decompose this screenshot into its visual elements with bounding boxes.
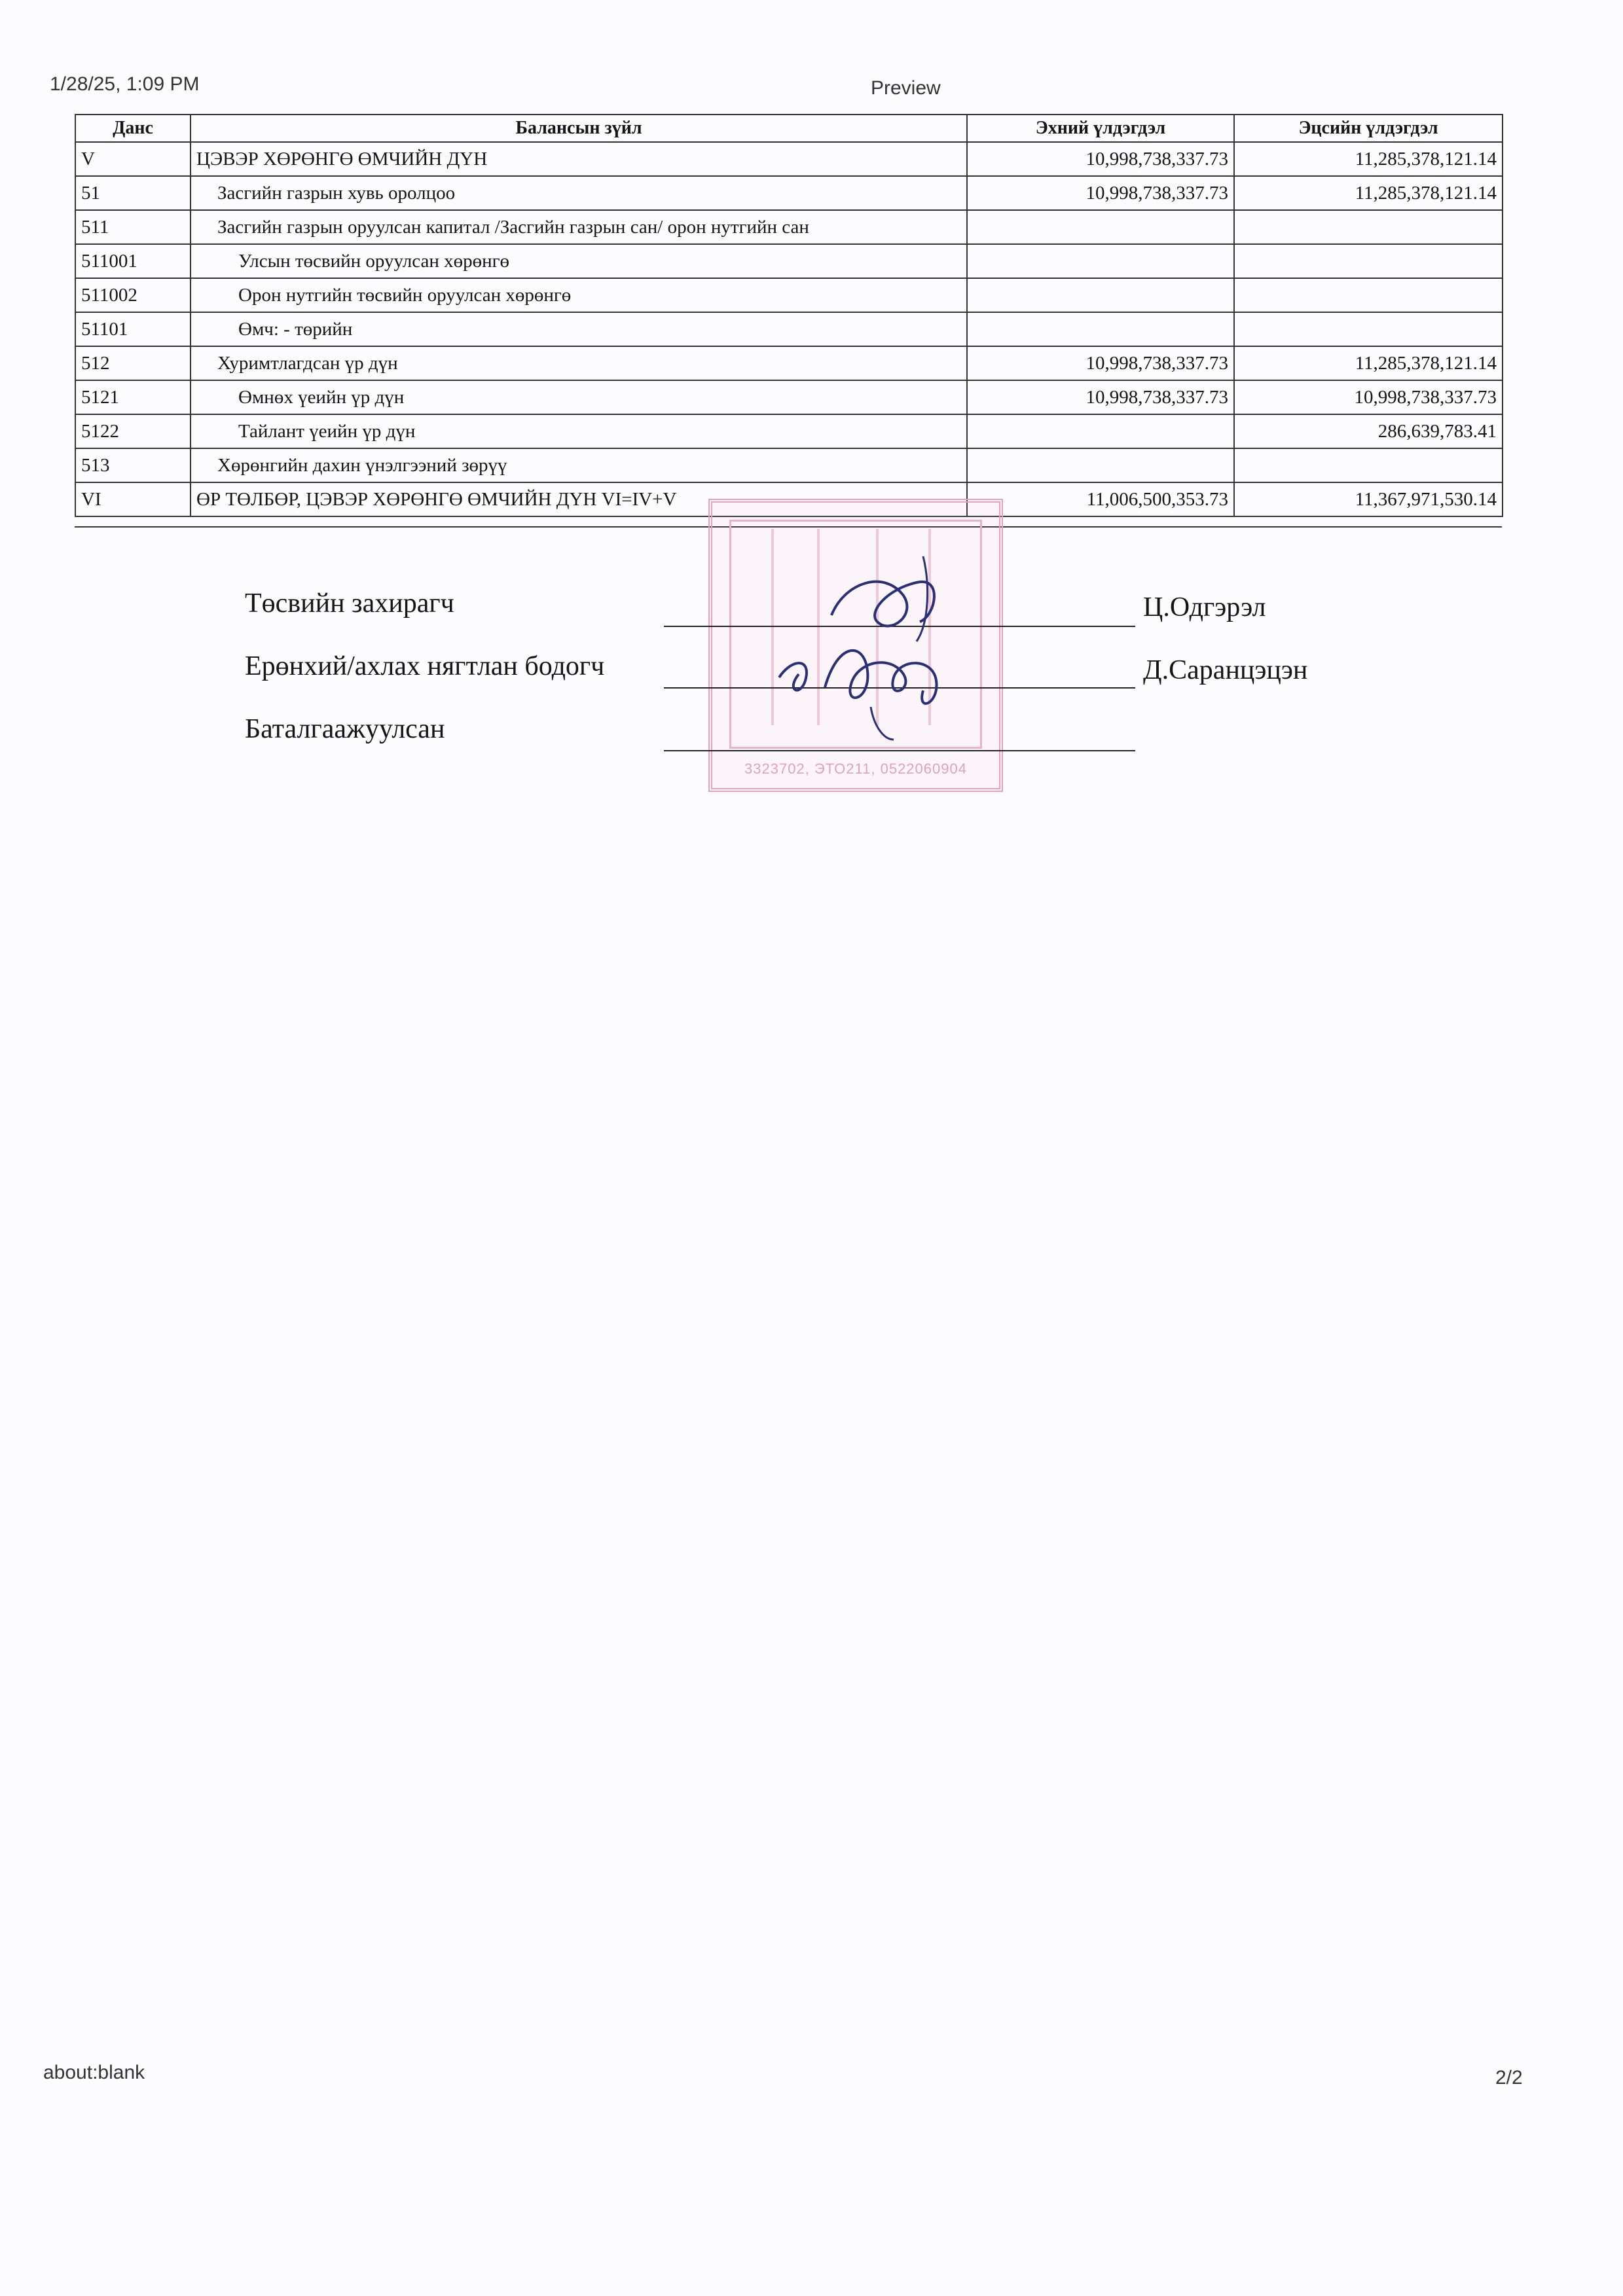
opening-value bbox=[967, 414, 1234, 448]
signature-role-verified: Баталгаажуулсан bbox=[245, 714, 445, 744]
account-code: 51 bbox=[75, 176, 191, 210]
opening-value: 10,998,738,337.73 bbox=[967, 142, 1234, 176]
opening-value bbox=[967, 448, 1234, 482]
account-code: 511 bbox=[75, 210, 191, 244]
signature-role-chief-accountant: Ерөнхий/ахлах нягтлан бодогч bbox=[245, 651, 605, 681]
account-code: VI bbox=[75, 482, 191, 516]
signature-name-budget-manager: Ц.Одгэрэл bbox=[1143, 592, 1266, 622]
opening-value bbox=[967, 244, 1234, 278]
closing-value bbox=[1234, 448, 1503, 482]
table-row bbox=[75, 244, 1503, 278]
closing-value: 10,998,738,337.73 bbox=[1234, 380, 1503, 414]
footer-url: about:blank bbox=[43, 2062, 145, 2083]
account-code: 513 bbox=[75, 448, 191, 482]
item-label: Улсын төсвийн оруулсан хөрөнгө bbox=[191, 244, 967, 278]
item-label: Өмч: - төрийн bbox=[191, 312, 967, 346]
account-code: 5121 bbox=[75, 380, 191, 414]
page-number: 2/2 bbox=[1495, 2067, 1523, 2089]
closing-value: 11,285,378,121.14 bbox=[1234, 346, 1503, 380]
item-label: Орон нутгийн төсвийн оруулсан хөрөнгө bbox=[191, 278, 967, 312]
print-date: 1/28/25, 1:09 PM bbox=[50, 73, 200, 95]
stamp-registration-text: 3323702, ЭТО211, 0522060904 bbox=[744, 761, 967, 777]
opening-value: 10,998,738,337.73 bbox=[967, 176, 1234, 210]
item-label: ЦЭВЭР ХӨРӨНГӨ ӨМЧИЙН ДҮН bbox=[191, 142, 967, 176]
closing-value: 286,639,783.41 bbox=[1234, 414, 1503, 448]
closing-value: 11,367,971,530.14 bbox=[1234, 482, 1503, 516]
signature-role-budget-manager: Төсвийн захирагч bbox=[245, 588, 454, 619]
item-label: Засгийн газрын оруулсан капитал /Засгийн газрын сан/ орон нутгийн сан bbox=[191, 210, 967, 244]
opening-value bbox=[967, 210, 1234, 244]
table-row bbox=[75, 278, 1503, 312]
opening-value: 10,998,738,337.73 bbox=[967, 380, 1234, 414]
opening-value bbox=[967, 312, 1234, 346]
account-code: V bbox=[75, 142, 191, 176]
balance-table bbox=[75, 114, 1503, 517]
table-row bbox=[75, 380, 1503, 414]
table-row bbox=[75, 448, 1503, 482]
item-label: ӨР ТӨЛБӨР, ЦЭВЭР ХӨРӨНГӨ ӨМЧИЙН ДҮН VI=IV+V bbox=[191, 482, 967, 516]
table-header-row bbox=[75, 115, 1503, 142]
item-label: Өмнөх үеийн үр дүн bbox=[191, 380, 967, 414]
opening-value: 10,998,738,337.73 bbox=[967, 346, 1234, 380]
item-label: Засгийн газрын хувь оролцоо bbox=[191, 176, 967, 210]
account-code: 511002 bbox=[75, 278, 191, 312]
col-header-closing: Эцсийн үлдэгдэл bbox=[1234, 115, 1503, 142]
closing-value: 11,285,378,121.14 bbox=[1234, 142, 1503, 176]
account-code: 511001 bbox=[75, 244, 191, 278]
col-header-opening: Эхний үлдэгдэл bbox=[967, 115, 1234, 142]
table-row bbox=[75, 142, 1503, 176]
opening-value: 11,006,500,353.73 bbox=[967, 482, 1234, 516]
table-row bbox=[75, 210, 1503, 244]
table-row bbox=[75, 312, 1503, 346]
col-header-item: Балансын зүйл bbox=[191, 115, 967, 142]
signature-name-chief-accountant: Д.Саранцэцэн bbox=[1143, 655, 1308, 685]
closing-value: 11,285,378,121.14 bbox=[1234, 176, 1503, 210]
item-label: Хөрөнгийн дахин үнэлгээний зөрүү bbox=[191, 448, 967, 482]
closing-value bbox=[1234, 210, 1503, 244]
table-row bbox=[75, 414, 1503, 448]
account-code: 51101 bbox=[75, 312, 191, 346]
account-code: 512 bbox=[75, 346, 191, 380]
handwritten-signatures bbox=[753, 543, 1015, 753]
col-header-account: Данс bbox=[75, 115, 191, 142]
opening-value bbox=[967, 278, 1234, 312]
item-label: Хуримтлагдсан үр дүн bbox=[191, 346, 967, 380]
item-label: Тайлант үеийн үр дүн bbox=[191, 414, 967, 448]
account-code: 5122 bbox=[75, 414, 191, 448]
table-row bbox=[75, 176, 1503, 210]
table-row bbox=[75, 346, 1503, 380]
closing-value bbox=[1234, 244, 1503, 278]
closing-value bbox=[1234, 312, 1503, 346]
closing-value bbox=[1234, 278, 1503, 312]
print-title: Preview bbox=[871, 77, 941, 99]
